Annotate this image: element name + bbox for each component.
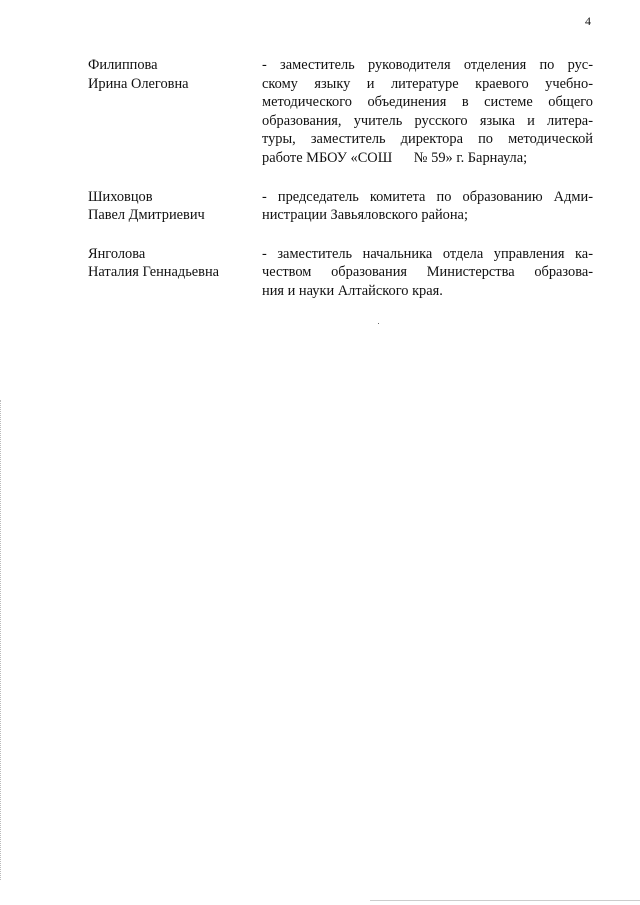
- scan-speck: [378, 323, 379, 324]
- role-line: - заместитель руководителя отделения по рус-: [262, 57, 593, 73]
- scan-edge-shadow: [0, 400, 3, 880]
- member-name: [88, 245, 262, 301]
- member-role: [262, 56, 593, 168]
- role-line: - председатель комитета по образованию Адми-: [262, 188, 593, 205]
- member-name: [88, 56, 262, 168]
- member-surname: Шиховцов: [88, 188, 153, 205]
- scan-bottom-edge: [370, 900, 640, 901]
- role-line: нистрации Завьяловского района;: [262, 207, 468, 224]
- member-given-names: Павел Дмитриевич: [88, 207, 205, 224]
- role-line: образования, учитель русского языка и литера-: [262, 112, 593, 129]
- member-entry: [88, 56, 593, 168]
- role-line: методического объединения в системе общего: [262, 94, 593, 111]
- role-line: ния и науки Алтайского края.: [262, 282, 443, 299]
- role-line: скому языку и литературе краевого учебно-: [262, 75, 593, 92]
- member-given-names: Ирина Олеговна: [88, 75, 189, 92]
- member-entry: [88, 245, 593, 301]
- member-role: [262, 188, 593, 225]
- member-entry: [88, 188, 593, 225]
- role-line: чеством образования Министерства образова-: [262, 264, 593, 281]
- page-number: 4: [585, 14, 591, 28]
- role-line: работе МБОУ «СОШ № 59» г. Барнаула;: [262, 149, 528, 166]
- role-line: туры, заместитель директора по методической: [262, 131, 593, 148]
- member-surname: Филиппова: [88, 57, 158, 73]
- member-given-names: Наталия Геннадьевна: [88, 264, 220, 281]
- member-list: [88, 56, 593, 301]
- role-line: - заместитель начальника отдела управления ка-: [262, 245, 593, 262]
- member-name: [88, 188, 262, 225]
- member-surname: Янголова: [88, 245, 146, 262]
- member-role: [262, 245, 593, 301]
